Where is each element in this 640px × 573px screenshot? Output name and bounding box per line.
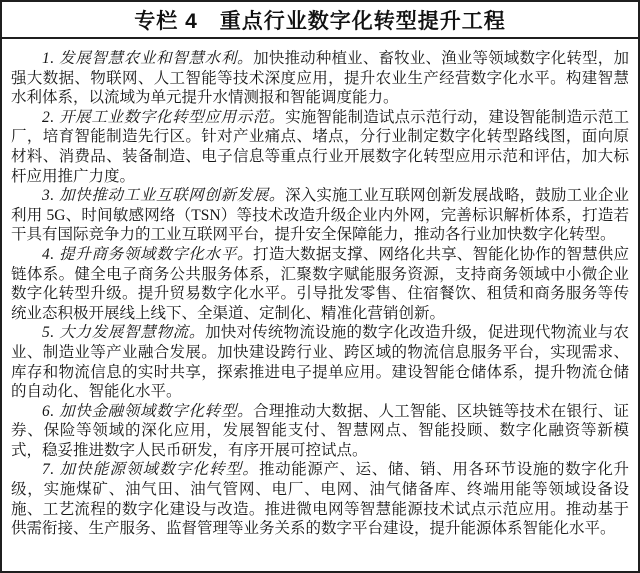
- paragraph-7: [11, 460, 629, 538]
- paragraph-2: [11, 108, 629, 186]
- paragraph-6-lead: 6. 加快金融领域数字化转型。: [42, 402, 254, 420]
- paragraph-5-lead: 5. 大力发展智慧物流。: [42, 324, 206, 342]
- paragraph-2-text: 实施智能制造试点示范行动，建设智能制造示范工厂，培育智能制造先行区。针对产业痛点、堵点，分行业制定数字化转型路线图，面向原材料、消费品、装备制造、电子信息等重点行业开展数字化转型应用示范和评估，加大标杆应用推广力度。: [11, 108, 629, 185]
- paragraph-6-text: 合理推动大数据、人工智能、区块链等技术在银行、证券、保险等领域的深化应用，发展智能支付、智慧网点、智能投顾、数字化融资等新模式，稳妥推进数字人民币研发，有序开展可控试点。: [11, 402, 629, 459]
- paragraph-7-lead: 7. 加快能源领域数字化转型。: [42, 461, 259, 479]
- paragraph-1: [11, 49, 629, 108]
- column-body: [2, 39, 638, 571]
- paragraph-2-lead: 2. 开展工业数字化转型应用示范。: [42, 108, 286, 126]
- paragraph-5-text: 加快对传统物流设施的数字化改造升级，促进现代物流业与农业、制造业等产业融合发展。加快建设跨行业、跨区域的物流信息服务平台，实现需求、库存和物流信息的实时共享，探索推进电子提单应用。建设智能仓储体系，提升物流仓储的自动化、智能化水平。: [11, 324, 629, 401]
- column-title: 专栏 4 重点行业数字化转型提升工程: [134, 9, 506, 33]
- paragraph-3: [11, 186, 629, 245]
- paragraph-3-text: 深入实施工业互联网创新发展战略，鼓励工业企业利用 5G、时间敏感网络（TSN）等技术改造升级企业内外网，完善标识解析体系，打造若干具有国际竞争力的工业互联网平台，提升安全保障能力，推动各行业加快数字化转型。: [11, 187, 629, 244]
- paragraph-6: [11, 402, 629, 461]
- paragraph-1-text: 加快推动种植业、畜牧业、渔业等领域数字化转型，加强大数据、物联网、人工智能等技术深度应用，提升农业生产经营数字化水平。构建智慧水利体系，以流域为单元提升水情测报和智能调度能力。: [11, 50, 629, 107]
- paragraph-4-lead: 4. 提升商务领域数字化水平。: [42, 245, 254, 263]
- paragraph-7-text: 推动能源产、运、储、销、用各环节设施的数字化升级，实施煤矿、油气田、油气管网、电厂、电网、油气储备库、终端用能等领域设备设施、工艺流程的数字化建设与改造。推进微电网等智慧能源技术试点示范应用。推动基于供需衔接、生产服务、监督管理等业务关系的数字平台建设，提升能源体系智能化水平。: [11, 461, 629, 538]
- paragraph-5: [11, 323, 629, 401]
- paragraph-4-text: 打造大数据支撑、网络化共享、智能化协作的智慧供应链体系。健全电子商务公共服务体系，汇聚数字赋能服务资源，支持商务领域中小微企业数字化转型升级。提升贸易数字化水平。引导批发零售、住宿餐饮、租赁和商务服务等传统业态积极开展线上线下、全渠道、定制化、精准化营销创新。: [11, 245, 629, 322]
- paragraph-3-lead: 3. 加快推动工业互联网创新发展。: [42, 187, 286, 205]
- paragraph-4: [11, 245, 629, 323]
- paragraph-1-lead: 1. 发展智慧农业和智慧水利。: [42, 50, 254, 67]
- column-title-row: [2, 2, 638, 39]
